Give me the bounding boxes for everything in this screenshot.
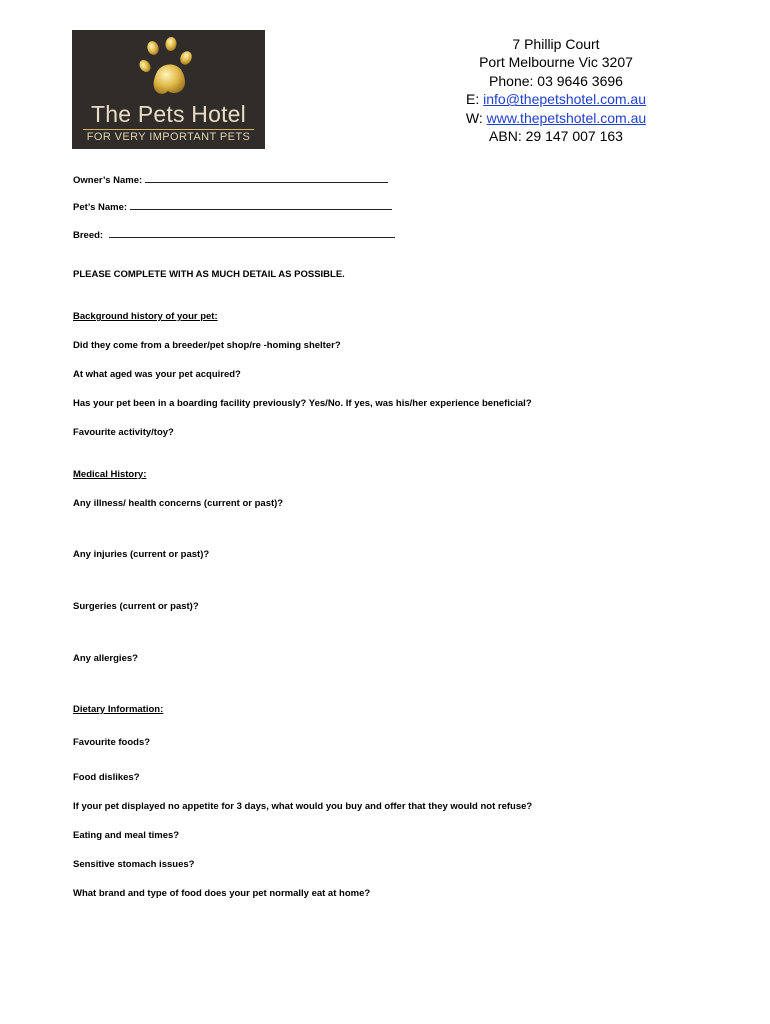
question-meal-times: Eating and meal times?	[73, 830, 180, 841]
logo-tagline: FOR VERY IMPORTANT PETS	[86, 131, 251, 143]
question-allergies: Any allergies?	[73, 653, 138, 664]
website-link[interactable]: www.thepetshotel.com.au	[486, 109, 647, 126]
contact-block	[440, 35, 672, 145]
email-link[interactable]: info@thepetshotel.com.au	[483, 91, 646, 108]
email-line	[440, 90, 672, 108]
web-prefix: W:	[465, 109, 487, 126]
question-age-acquired: At what aged was your pet acquired?	[73, 369, 241, 380]
medical-heading: Medical History:	[73, 469, 147, 480]
question-no-appetite: If your pet displayed no appetite for 3 days, what would you buy and offer that they would not refuse?	[73, 801, 533, 812]
abn-number: ABN: 29 147 007 163	[489, 128, 623, 145]
web-line	[440, 109, 672, 127]
question-sensitive-stomach: Sensitive stomach issues?	[73, 859, 195, 870]
breed-blank[interactable]	[109, 228, 395, 238]
suburb-address: Port Melbourne Vic 3207	[479, 54, 633, 71]
phone-number: Phone: 03 9646 3696	[489, 72, 623, 89]
instruction-text: PLEASE COMPLETE WITH AS MUCH DETAIL AS POSSIBLE.	[73, 269, 345, 280]
owner-name-field	[73, 173, 388, 186]
email-prefix: E:	[466, 91, 484, 108]
question-origin: Did they come from a breeder/pet shop/re -homing shelter?	[73, 340, 341, 351]
question-injuries: Any injuries (current or past)?	[73, 549, 210, 560]
logo-brand-name: The Pets Hotel	[91, 101, 246, 127]
background-heading: Background history of your pet:	[73, 311, 218, 322]
question-boarding-history: Has your pet been in a boarding facility previously? Yes/No. If yes, was his/her experience beneficial?	[73, 398, 532, 409]
pet-name-blank[interactable]	[130, 200, 392, 210]
logo-divider	[83, 129, 254, 130]
question-favourite-activity: Favourite activity/toy?	[73, 427, 174, 438]
breed-label: Breed:	[73, 230, 104, 241]
question-surgeries: Surgeries (current or past)?	[73, 601, 199, 612]
paw-print-icon	[134, 36, 204, 106]
question-illness: Any illness/ health concerns (current or past)?	[73, 498, 284, 509]
question-food-dislikes: Food dislikes?	[73, 772, 140, 783]
owner-name-label: Owner’s Name:	[73, 175, 143, 186]
dietary-heading: Dietary Information:	[73, 704, 164, 715]
pet-name-field	[73, 200, 392, 213]
street-address: 7 Phillip Court	[512, 36, 600, 52]
pet-name-label: Pet’s Name:	[73, 202, 128, 213]
breed-field	[73, 228, 395, 241]
pets-hotel-logo	[72, 30, 265, 149]
question-food-brand: What brand and type of food does your pet normally eat at home?	[73, 888, 371, 899]
owner-name-blank[interactable]	[145, 173, 388, 183]
question-favourite-foods: Favourite foods?	[73, 737, 151, 748]
